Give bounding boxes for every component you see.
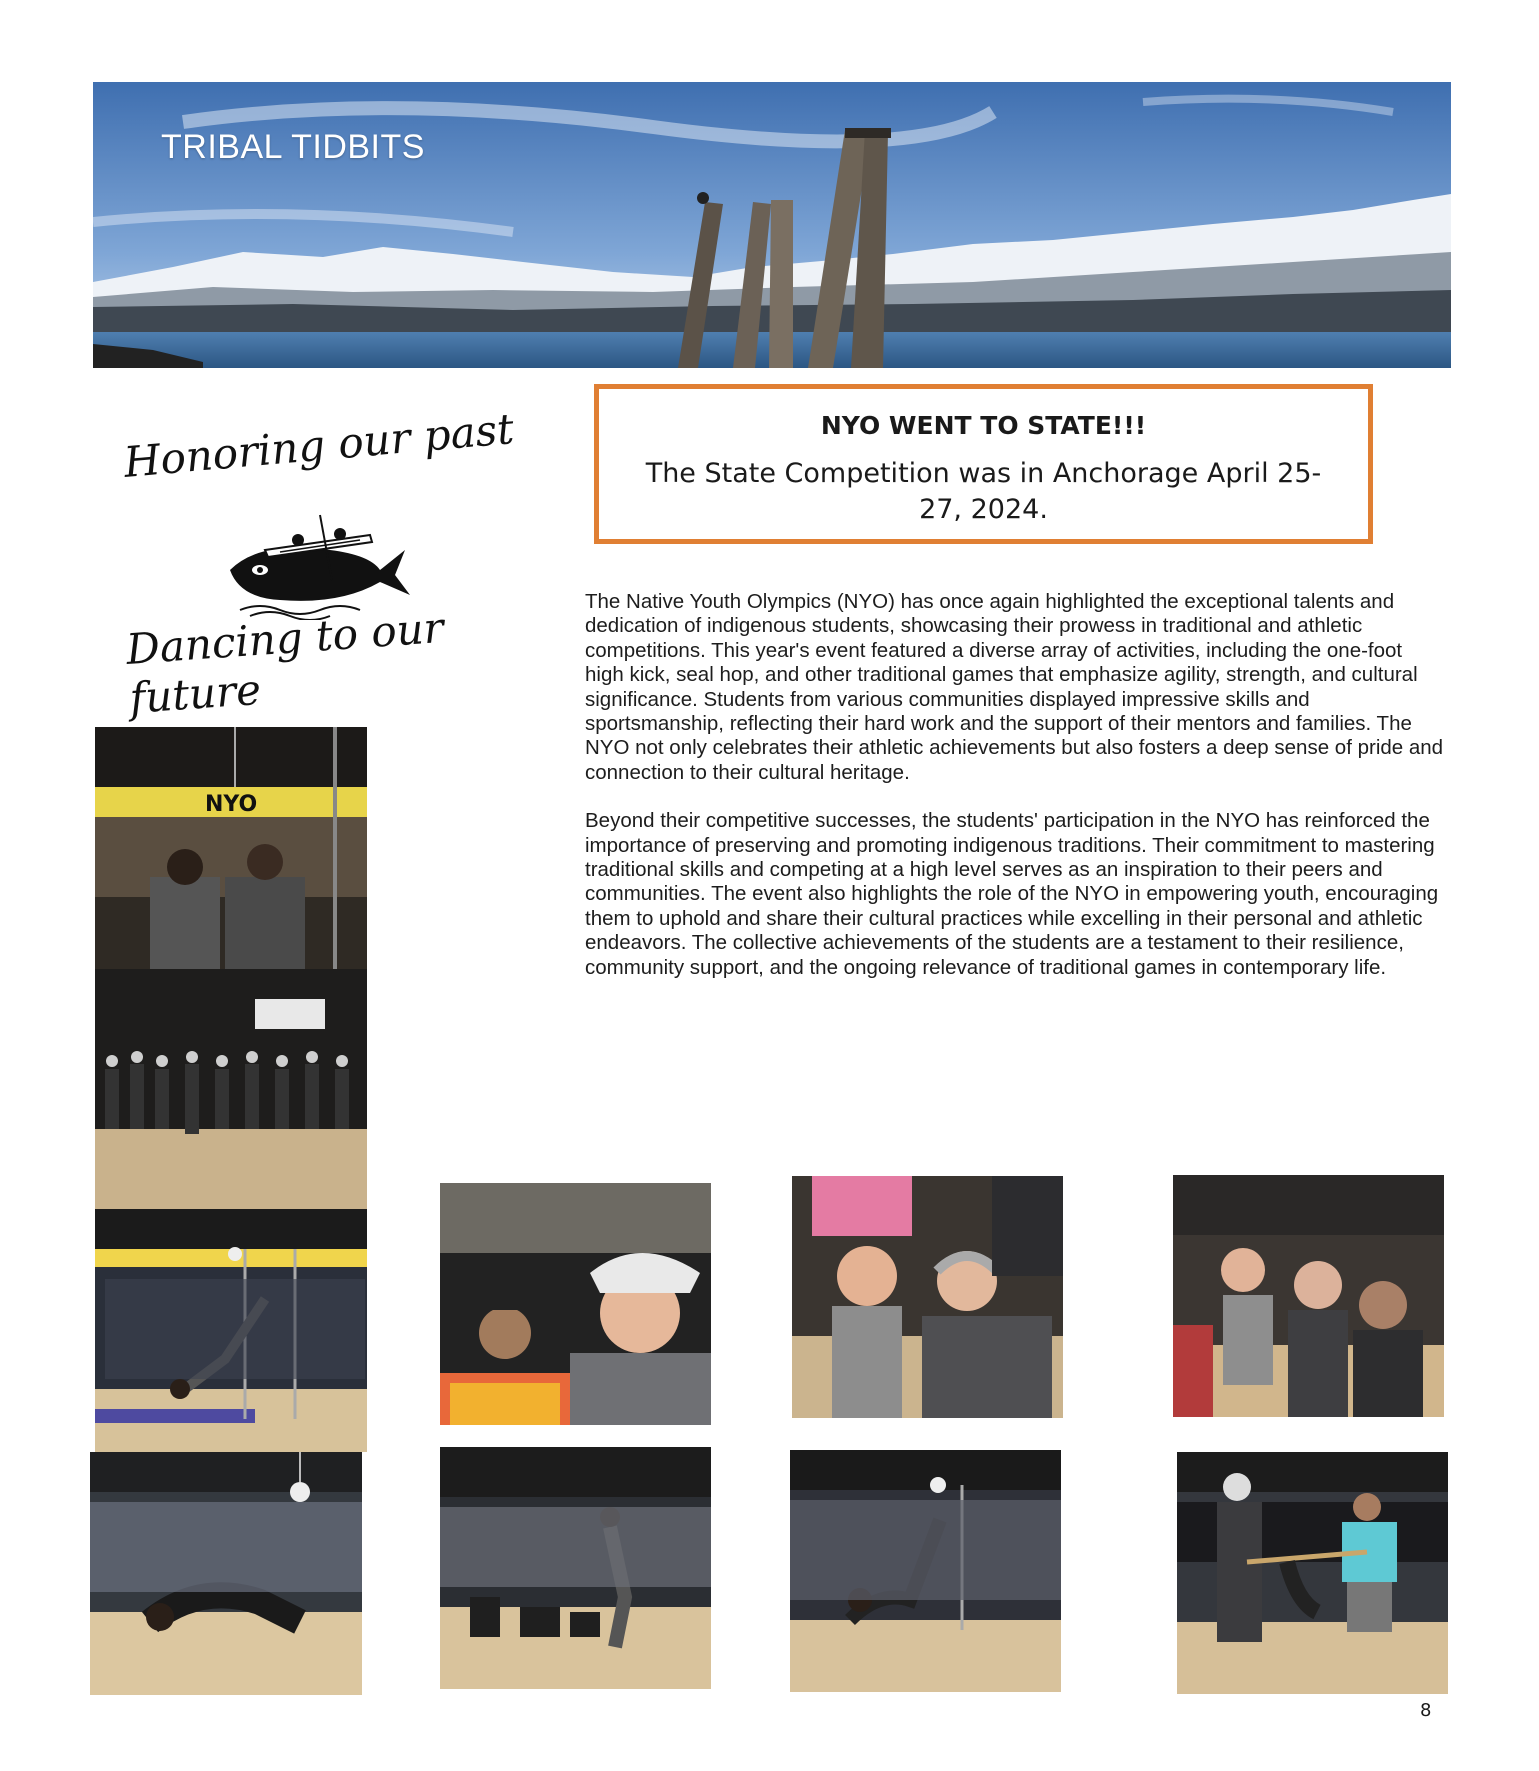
logo (110, 404, 530, 723)
photo-high-kick-setup (95, 727, 367, 969)
article-paragraph: Beyond their competitive successes, the students' participation in the NYO has reinforced the importance of preserving and promoting indigenous traditions. Their commitment to mastering traditional skills and competing at a high level serves as an inspiration to their peers and communities. The event also highlights the role of the NYO in empowering youth, encouraging them to uphold and share their cultural practices while excelling in their personal and athletic endeavors. The collective achievements of the students are a testament to their resilience, community support, and the ongoing relevance of traditional games in contemporary life. (585, 809, 1439, 979)
photo-seal-hop (90, 1452, 362, 1695)
article-paragraph: The Native Youth Olympics (NYO) has once again highlighted the exceptional talents and dedication of indigenous students, showcasing their prowess in traditional and athletic competitions. This year's event featured a diverse array of activities, including the one-foot high kick, seal hop, and other traditional games that emphasize agility, strength, and cultural significance. Students from various communities displayed impressive skills and sportsmanship, reflecting their hard work and the support of their mentors and families. The NYO not only celebrates their athletic achievements but also fosters a deep sense of pride and connection to their cultural heritage. (585, 590, 1444, 784)
photo-two-students (440, 1183, 711, 1425)
photo-one-hand-reach (790, 1450, 1061, 1692)
announcement-heading: NYO WENT TO STATE!!! (820, 411, 1147, 440)
announcement-body: The State Competition was in Anchorage April 25-27, 2024. (645, 458, 1322, 525)
header-banner (93, 82, 1451, 368)
photo-kick-attempt (95, 1209, 367, 1452)
photo-group-seated (1173, 1175, 1444, 1417)
mountain-lake-photo (93, 82, 1451, 368)
photo-crowd-hall (95, 969, 367, 1209)
article-body (585, 590, 1445, 1004)
whale-kayak-icon (220, 510, 410, 620)
page-number: 8 (1420, 1700, 1432, 1721)
photo-smiling-pair (792, 1176, 1063, 1418)
photo-stick-pull (1177, 1452, 1448, 1694)
logo-line-top: Honoring our past (121, 404, 516, 487)
nyo-sign: NYO (205, 792, 258, 817)
photo-two-foot-kick (440, 1447, 711, 1689)
logo-line-bottom: Dancing to our future (124, 602, 446, 723)
banner-title: TRIBAL TIDBITS (161, 128, 425, 166)
announcement-box (594, 384, 1373, 544)
